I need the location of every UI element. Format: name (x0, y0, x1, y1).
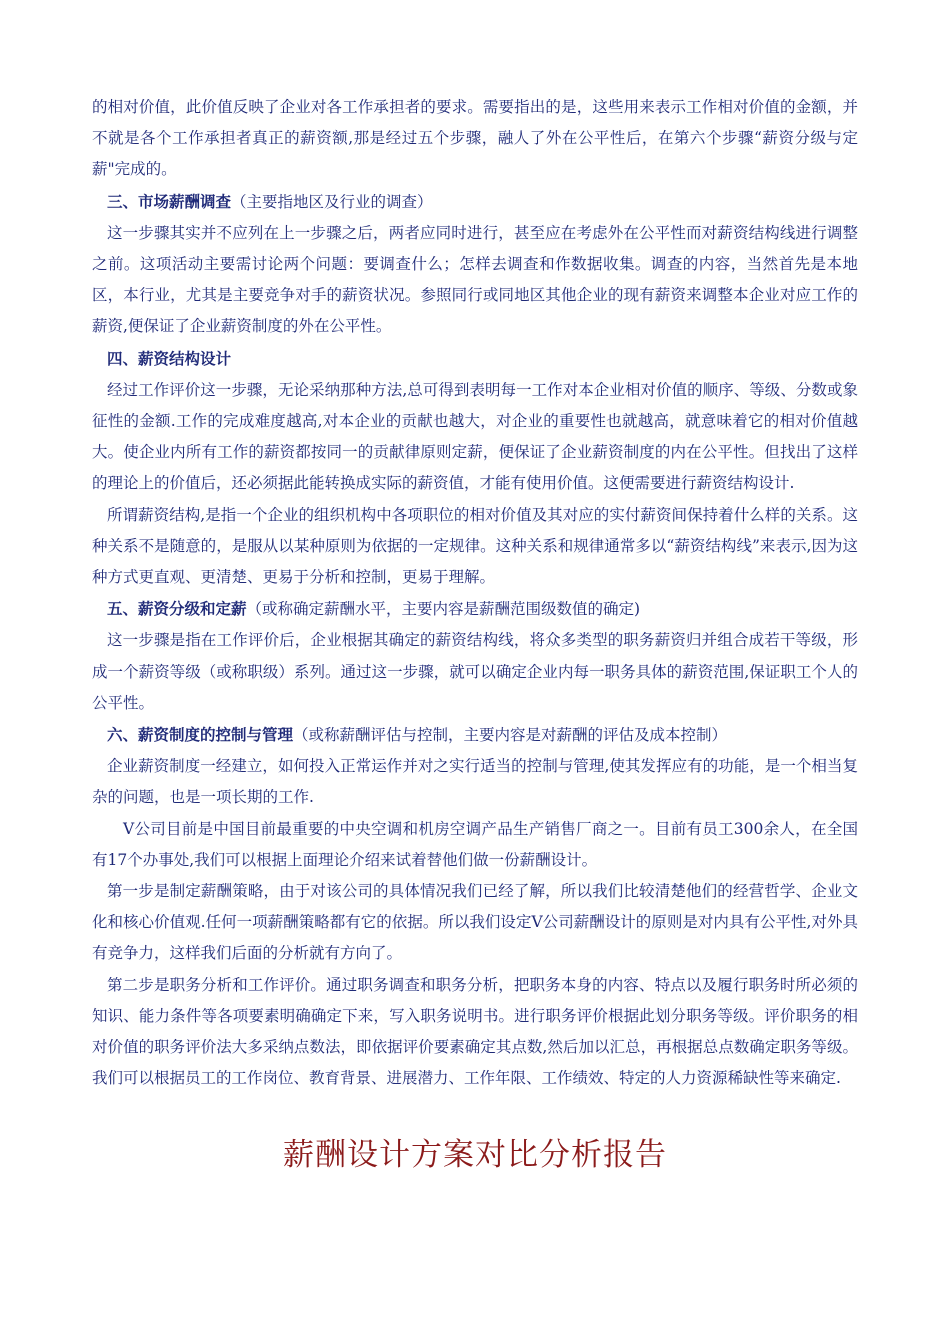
report-title: 薪酬设计方案对比分析报告 (283, 1137, 667, 1173)
heading-title: 三、市场薪酬调查 (107, 191, 232, 211)
paragraph: 企业薪资制度一经建立，如何投入正常运作并对之实行适当的控制与管理,使其发挥应有的功能，是一个相当复杂的问题，也是一项长期的工作. (92, 757, 858, 807)
paragraph: 的相对价值，此价值反映了企业对各工作承担者的要求。需要指出的是，这些用来表示工作相对价值的金额，并不就是各个工作承担者真正的薪资额,那是经过五个步骤，融人了外在公平性后，在第六个步骤“薪资分级与定薪"完成的。 (92, 98, 858, 179)
section-heading-4 (92, 343, 858, 375)
heading-note: （或称薪酬评估与控制，主要内容是对薪酬的评估及成本控制） (293, 726, 728, 745)
paragraph: 第一步是制定薪酬策略，由于对该公司的具体情况我们已经了解，所以我们比较清楚他们的经营哲学、企业文化和核心价值观.任何一项薪酬策略都有它的依据。所以我们设定V公司薪酬设计的原则是对内具有公平性,对外具有竞争力，这样我们后面的分析就有方向了。 (92, 882, 858, 963)
section-heading-5 (92, 593, 858, 625)
paragraph: 这一步骤是指在工作评价后，企业根据其确定的薪资结构线，将众多类型的职务薪资归并组合成若干等级，形成一个薪资等级（或称职级）系列。通过这一步骤，就可以确定企业内每一职务具体的薪资范围,保证职工个人的公平性。 (92, 631, 858, 712)
heading-title: 四、薪资结构设计 (107, 348, 232, 368)
paragraph: 这一步骤其实并不应列在上一步骤之后，两者应同时进行，甚至应在考虑外在公平性而对薪资结构线进行调整之前。这项活动主要需讨论两个问题：要调查什么；怎样去调查和作数据收集。调查的内容，当然首先是本地区，本行业，尤其是主要竞争对手的薪资状况。参照同行或同地区其他企业的现有薪资来调整本企业对应工作的薪资,便保证了企业薪资制度的外在公平性。 (92, 223, 858, 336)
paragraph: 第二步是职务分析和工作评价。通过职务调查和职务分析，把职务本身的内容、特点以及履行职务时所必须的知识、能力条件等各项要素明确确定下来，写入职务说明书。进行职务评价根据此划分职务等级。评价职务的相对价值的职务评价法大多采纳点数法，即依据评价要素确定其点数,然后加以汇总，再根据总点数确定职务等级。我们可以根据员工的工作岗位、教育背景、进展潜力、工作年限、工作绩效、特定的人力资源稀缺性等来确定. (92, 975, 858, 1088)
paragraph: 经过工作评价这一步骤，无论采纳那种方法,总可得到表明每一工作对本企业相对价值的顺序、等级、分数或象征性的金额.工作的完成难度越高,对本企业的贡献也越大，对企业的重要性也就越高，就意味着它的相对价值越大。使企业内所有工作的薪资都按同一的贡献律原则定薪，便保证了企业薪资制度的内在公平性。但找出了这样的理论上的价值后，还必须据此能转换成实际的薪资值，才能有使用价值。这便需要进行薪资结构设计. (92, 380, 858, 493)
paragraph: 所谓薪资结构,是指一个企业的组织机构中各项职位的相对价值及其对应的实付薪资间保持着什么样的关系。这种关系不是随意的，是服从以某种原则为依据的一定规律。这种关系和规律通常多以“薪资结构线”来表示,因为这种方式更直观、更清楚、更易于分析和控制，更易于理解。 (92, 505, 858, 587)
heading-note: （主要指地区及行业的调查） (231, 192, 433, 211)
heading-title: 六、薪资制度的控制与管理 (107, 725, 294, 745)
section-heading-3 (92, 186, 858, 218)
heading-note: （或称确定薪酬水平，主要内容是薪酬范围级数值的确定) (246, 600, 641, 619)
paragraph: V公司目前是中国目前最重要的中央空调和机房空调产品生产销售厂商之一。目前有员工300余人，在全国有17个办事处,我们可以根据上面理论介绍来试着替他们做一份薪酬设计。 (92, 819, 858, 869)
document-body (92, 92, 858, 1095)
heading-title: 五、薪资分级和定薪 (107, 599, 247, 619)
section-heading-6 (92, 719, 858, 751)
